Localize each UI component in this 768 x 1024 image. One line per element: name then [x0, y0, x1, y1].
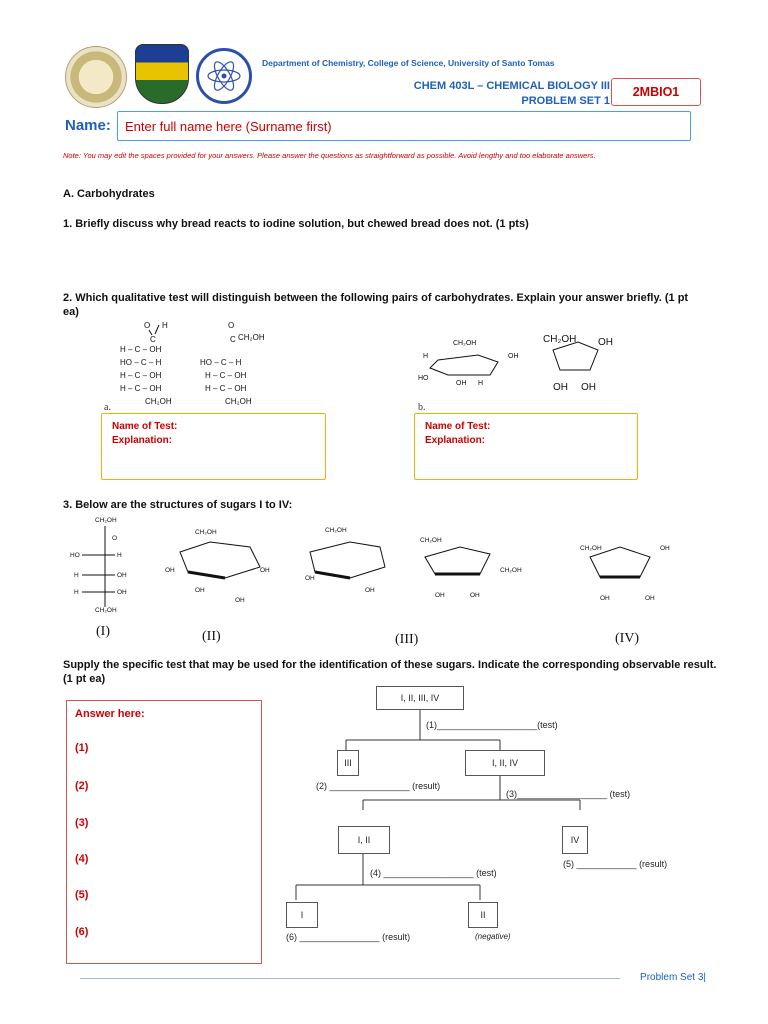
college-of-science-logo [135, 44, 189, 104]
answer-box-b[interactable] [414, 413, 638, 480]
flow-node-root: I, II, III, IV [376, 686, 464, 710]
svg-text:HO: HO [70, 552, 80, 559]
flow-node-i: I [286, 902, 318, 928]
svg-text:OH: OH [435, 592, 445, 599]
svg-text:CH₂OH: CH₂OH [95, 517, 117, 524]
answer-item-6[interactable]: (6) [75, 926, 89, 938]
svg-text:H: H [117, 552, 122, 559]
svg-text:OH: OH [235, 597, 245, 604]
question-1: 1. Briefly discuss why bread reacts to iodine solution, but chewed bread does not. (1 pts) [63, 218, 529, 230]
sugar-label-ii: (II) [202, 629, 221, 644]
instructions-note: Note: You may edit the spaces provided for your answers. Please answer the questions as straightforward as possible. Avoid lengthy and too elaborate answers. [63, 151, 596, 160]
svg-text:H: H [74, 589, 79, 596]
svg-text:CH₂OH: CH₂OH [580, 545, 602, 552]
flow-step-2: (2) ________________ (result) [316, 781, 441, 791]
footer-page-label: Problem Set 3| [640, 972, 706, 983]
flow-node-i-ii: I, II [338, 826, 390, 854]
answer-item-4[interactable]: (4) [75, 853, 89, 865]
section-badge: 2MBIO1 [611, 78, 701, 106]
ust-logo [65, 46, 127, 108]
svg-text:O: O [112, 535, 118, 542]
flow-negative-label: (negative) [475, 932, 511, 941]
course-title [414, 79, 610, 109]
answer-here-box[interactable] [66, 700, 262, 964]
svg-text:OH: OH [600, 595, 610, 602]
svg-text:H: H [423, 353, 429, 360]
answer-item-5[interactable]: (5) [75, 889, 89, 901]
svg-text:OH: OH [456, 380, 467, 387]
course-name: CHEM 403L – CHEMICAL BIOLOGY III [413, 80, 610, 92]
flow-node-iii: III [337, 750, 359, 776]
svg-text:CH₂OH: CH₂OH [195, 529, 217, 536]
svg-text:H: H [162, 321, 168, 330]
svg-text:CH₂OH: CH₂OH [95, 607, 117, 614]
svg-text:OH: OH [195, 587, 205, 594]
svg-text:OH: OH [117, 589, 127, 596]
svg-text:CH₂OH: CH₂OH [500, 567, 522, 574]
flow-node-ii: II [468, 902, 498, 928]
question-3: 3. Below are the structures of sugars I to IV: [63, 499, 293, 511]
answer-item-1[interactable]: (1) [75, 742, 89, 754]
section-heading: A. Carbohydrates [63, 188, 155, 200]
svg-text:H – C – OH: H – C – OH [120, 384, 162, 393]
fischer-structures-a [100, 320, 300, 412]
problem-set-title: PROBLEM SET 1 [521, 95, 610, 107]
svg-text:HO – C – H: HO – C – H [120, 358, 162, 367]
flow-step-1: (1)____________________(test) [426, 720, 558, 730]
explanation-label-b: Explanation: [425, 435, 486, 446]
flow-step-5: (5) ____________ (result) [563, 859, 668, 869]
chemistry-society-logo [196, 48, 252, 104]
name-input[interactable] [118, 112, 690, 140]
svg-text:OH: OH [598, 337, 613, 348]
svg-text:CH₂OH: CH₂OH [225, 397, 252, 406]
name-of-test-label-a: Name of Test: [112, 421, 178, 432]
svg-text:O: O [228, 321, 235, 330]
flow-step-4: (4) __________________ (test) [370, 868, 497, 878]
department-line: Department of Chemistry, College of Science, University of Santo Tomas [262, 58, 555, 68]
svg-text:OH: OH [165, 567, 175, 574]
flow-node-i-ii-iv: I, II, IV [465, 750, 545, 776]
svg-text:H – C – OH: H – C – OH [120, 371, 162, 380]
name-label: Name: [65, 117, 111, 134]
svg-text:OH: OH [553, 382, 568, 393]
svg-text:OH: OH [305, 575, 315, 582]
flow-step-6: (6) ________________ (result) [286, 932, 411, 942]
svg-text:H – C – OH: H – C – OH [120, 345, 162, 354]
svg-text:CH₂OH: CH₂OH [325, 527, 347, 534]
svg-text:C: C [230, 335, 236, 344]
svg-text:CH₂OH: CH₂OH [543, 334, 577, 345]
svg-text:C: C [150, 335, 156, 344]
flow-step-3: (3)__________________ (test) [506, 789, 631, 799]
atom-icon [199, 51, 249, 101]
answer-item-3[interactable]: (3) [75, 817, 89, 829]
svg-text:CH₂OH: CH₂OH [238, 333, 265, 342]
part-b-label: b. [418, 402, 426, 413]
svg-text:CH₂OH: CH₂OH [453, 340, 477, 347]
svg-text:OH: OH [508, 353, 519, 360]
sugar-label-i: (I) [96, 624, 110, 639]
svg-text:OH: OH [581, 382, 596, 393]
explanation-label-a: Explanation: [112, 435, 173, 446]
sugar-label-iv: (IV) [615, 631, 640, 646]
svg-text:H: H [478, 380, 484, 387]
svg-text:H – C – OH: H – C – OH [205, 384, 247, 393]
name-of-test-label-b: Name of Test: [425, 421, 491, 432]
svg-text:CH₂OH: CH₂OH [145, 397, 172, 406]
answer-here-title: Answer here: [75, 708, 145, 720]
question-2: 2. Which qualitative test will distinguish between the following pairs of carbohydrates. Explain your answer briefly. (1 pt ea) [63, 292, 689, 318]
svg-text:OH: OH [117, 572, 127, 579]
answer-box-a[interactable] [101, 413, 326, 480]
svg-text:H – C – OH: H – C – OH [205, 371, 247, 380]
question-3-instruction: Supply the specific test that may be used for the identification of these sugars. Indicate the corresponding observable result. (1 pt ea) [63, 659, 717, 685]
name-field-box [117, 111, 691, 141]
haworth-structures-b [418, 330, 638, 410]
svg-text:OH: OH [260, 567, 270, 574]
svg-text:OH: OH [470, 592, 480, 599]
flow-node-iv: IV [562, 826, 588, 854]
svg-text:OH: OH [365, 587, 375, 594]
part-a-label: a. [104, 402, 111, 413]
svg-text:CH₂OH: CH₂OH [420, 537, 442, 544]
answer-item-2[interactable]: (2) [75, 780, 89, 792]
svg-text:OH: OH [660, 545, 670, 552]
sugar-structures [60, 512, 700, 622]
sugar-label-iii: (III) [395, 632, 419, 647]
svg-text:OH: OH [645, 595, 655, 602]
svg-text:O: O [144, 321, 151, 330]
footer-rule [80, 978, 620, 979]
svg-text:H: H [74, 572, 79, 579]
svg-text:HO – C – H: HO – C – H [200, 358, 242, 367]
svg-text:HO: HO [418, 375, 429, 382]
